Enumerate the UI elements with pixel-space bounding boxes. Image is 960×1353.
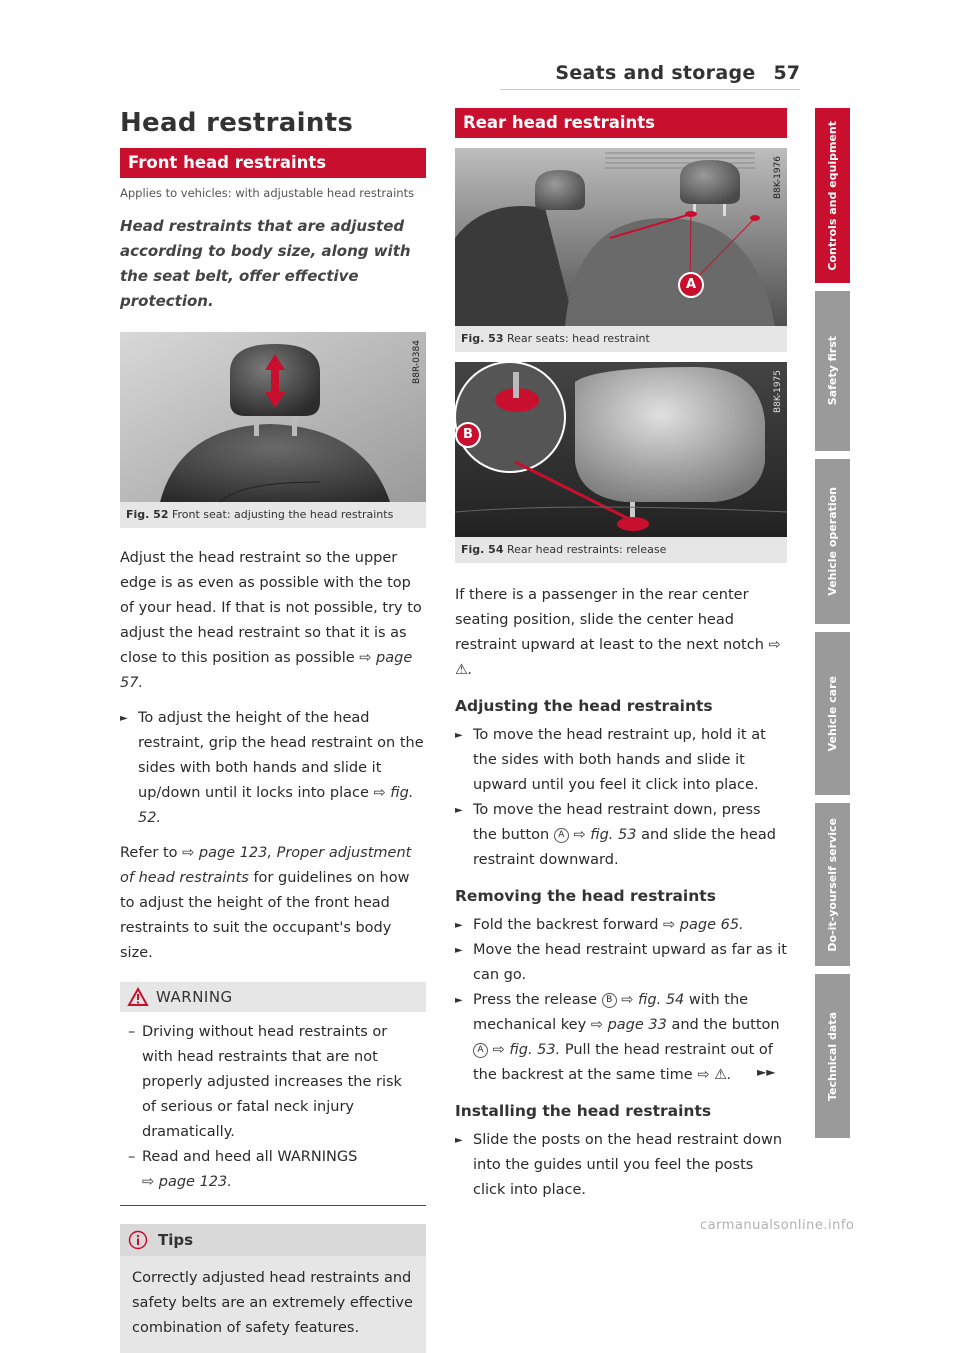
bullet-arrow-icon: ► <box>455 920 463 931</box>
front-seat-illustration <box>120 332 426 502</box>
bullet-text: To adjust the height of the head restraint, grip the head restraint on the sides with both hands and slide it up/down until it locks into place <box>138 710 424 801</box>
fig-52-link[interactable]: ⇨ fig. 52. <box>138 785 414 826</box>
tips-body: Correctly adjusted head restraints and safety belts are an extremely effective combination of safety features. <box>120 1256 426 1353</box>
tab-safety-first[interactable] <box>815 291 850 451</box>
bullet-text: with the mechanical key <box>473 992 749 1033</box>
figure-53-image <box>455 148 787 326</box>
tips-header <box>120 1224 426 1256</box>
list-item <box>455 798 787 873</box>
figure-52 <box>120 332 426 528</box>
page-123-warning-link[interactable]: ⇨ page 123. <box>142 1174 232 1190</box>
fig-54-link[interactable]: ⇨ fig. 54 <box>621 992 685 1008</box>
figure-54-number: Fig. 54 <box>461 543 504 556</box>
para-adjust <box>120 546 426 696</box>
figure-53 <box>455 148 787 352</box>
rear-head-restraint-release-illustration <box>455 362 787 537</box>
left-column <box>120 108 426 1353</box>
bullet-text: Slide the posts on the head restraint down into the guides until you feel the posts click into place. <box>473 1132 783 1198</box>
list-item <box>455 1128 787 1203</box>
fig-53-link[interactable]: ⇨ fig. 53 <box>573 827 637 843</box>
figure-54 <box>455 362 787 563</box>
figure-52-caption-text: Front seat: adjusting the head restraints <box>171 508 394 521</box>
callout-a-icon: A <box>554 828 569 843</box>
subhead-adjusting: Adjusting the head restraints <box>455 697 713 715</box>
bullet-text: Press the release <box>473 992 598 1008</box>
page-33-link[interactable]: ⇨ page 33 <box>590 1017 667 1033</box>
para-rear-center-text: If there is a passenger in the rear center seating position, slide the center head restraint upward at least to the next notch <box>455 587 764 653</box>
warning-item-text: Read and heed all WARNINGS <box>142 1149 358 1165</box>
figure-53-caption-text: Rear seats: head restraint <box>506 332 650 345</box>
tips-label: Tips <box>158 1231 194 1249</box>
para-refer <box>120 841 426 966</box>
warning-item: – Driving without head restraints or with head restraints that are not properly adjusted increases the risk of serious or fatal neck injury dramatically. <box>128 1020 418 1145</box>
tab-do-it-yourself-service[interactable] <box>815 803 850 966</box>
tab-label: Vehicle operation <box>825 487 839 596</box>
running-header <box>500 62 800 90</box>
bullet-arrow-icon: ► <box>455 805 463 816</box>
figure-52-image <box>120 332 426 502</box>
tab-label: Technical data <box>825 1011 839 1101</box>
bullet-arrow-icon: ► <box>455 730 463 741</box>
bullet-arrow-icon: ► <box>455 945 463 956</box>
figure-53-code: B8K-1976 <box>773 156 783 200</box>
tab-label: Controls and equipment <box>825 120 839 271</box>
bullet-arrow-icon: ► <box>120 713 128 724</box>
warning-link[interactable]: ⇨ ⚠. <box>455 637 781 678</box>
warning-triangle-icon <box>128 988 148 1006</box>
bullet-text: Move the head restraint upward as far as it can go. <box>473 942 787 983</box>
page-123-link[interactable]: ⇨ page 123, Proper adjustment of head restraints <box>120 845 412 886</box>
subhead-installing: Installing the head restraints <box>455 1102 712 1120</box>
para-adjust-text: Adjust the head restraint so the upper edge is as even as possible with the top of your head. If that is not possible, try to adjust the head restraint so that it is as close to this position as possible <box>120 550 422 666</box>
warning-link[interactable]: ⇨ ⚠. <box>697 1067 732 1083</box>
figure-54-code: B8K-1975 <box>773 370 783 414</box>
tab-vehicle-operation[interactable] <box>815 459 850 624</box>
figure-54-caption <box>455 537 787 563</box>
tab-controls-and-equipment[interactable] <box>815 108 850 283</box>
right-column <box>455 108 787 1203</box>
bullet-text: To move the head restraint up, hold it at the sides with both hands and slide it upward until you feel it click into place. <box>473 727 766 793</box>
intro-text: Head restraints that are adjusted according to body size, along with the seat belt, offer effective protection. <box>120 217 411 310</box>
para-rear-center <box>455 583 787 683</box>
watermark: carmanualsonline.info <box>700 1218 855 1233</box>
tab-label: Safety first <box>825 336 839 406</box>
bullet-text: Fold the backrest forward <box>473 917 659 933</box>
tab-label: Do-it-yourself service <box>825 817 839 952</box>
tab-label: Vehicle care <box>825 675 839 752</box>
page-57-link[interactable]: ⇨ page 57. <box>120 650 413 691</box>
figure-54-image <box>455 362 787 537</box>
front-head-restraints-heading: Front head restraints <box>120 148 426 178</box>
figure-53-number: Fig. 53 <box>461 332 504 345</box>
section-title: Seats and storage <box>555 62 756 84</box>
info-icon <box>128 1230 148 1250</box>
warning-item: – Read and heed all WARNINGS ⇨ page 123. <box>128 1149 358 1190</box>
callout-a-icon: A <box>473 1043 488 1058</box>
para-refer-lead: Refer to <box>120 845 178 861</box>
warning-header <box>120 982 426 1012</box>
list-item <box>455 938 787 988</box>
callout-b-icon: B <box>602 993 617 1008</box>
continue-arrow-icon: ►► <box>757 1065 776 1079</box>
figure-52-code: B8R-0384 <box>412 340 422 384</box>
callout-b-marker: B <box>455 422 481 448</box>
warning-body <box>120 1012 426 1205</box>
page-65-link[interactable]: ⇨ page 65. <box>663 917 744 933</box>
warning-box <box>120 982 426 1206</box>
list-item <box>455 723 787 798</box>
tab-vehicle-care[interactable] <box>815 632 850 795</box>
bullet-arrow-icon: ► <box>455 995 463 1006</box>
figure-52-number: Fig. 52 <box>126 508 169 521</box>
para-refer-text: for guidelines on how to adjust the height of the front head restraints to suit the occupant's body size. <box>120 870 410 961</box>
subhead-removing: Removing the head restraints <box>455 887 716 905</box>
page-title: Head restraints <box>120 108 354 138</box>
fig-53-link[interactable]: ⇨ fig. 53. <box>492 1042 561 1058</box>
tab-technical-data[interactable] <box>815 974 850 1138</box>
applies-note: Applies to vehicles: with adjustable head restraints <box>120 186 415 200</box>
list-item <box>455 913 787 938</box>
callout-a-marker: A <box>678 272 704 298</box>
rear-seats-illustration <box>455 148 787 326</box>
bullet-text: Pull the head restraint out of the backrest at the same time <box>473 1042 773 1083</box>
bullet-arrow-icon: ► <box>455 1135 463 1146</box>
bullet-text: and the button <box>671 1017 780 1033</box>
bullet-text: To move the head restraint down, press the button <box>473 802 761 843</box>
rear-head-restraints-heading: Rear head restraints <box>455 108 787 138</box>
warning-label: WARNING <box>156 988 233 1006</box>
figure-52-caption <box>120 502 426 528</box>
figure-54-caption-text: Rear head restraints: release <box>506 543 667 556</box>
warning-item-text: Driving without head restraints or with head restraints that are not properly adjusted increases the risk of serious or fatal neck injury dramatically. <box>142 1024 402 1140</box>
list-item <box>120 706 426 831</box>
page-number: 57 <box>773 62 800 84</box>
list-item <box>455 988 787 1088</box>
bullet-text: and slide the head restraint downward. <box>473 827 776 868</box>
figure-53-caption <box>455 326 787 352</box>
